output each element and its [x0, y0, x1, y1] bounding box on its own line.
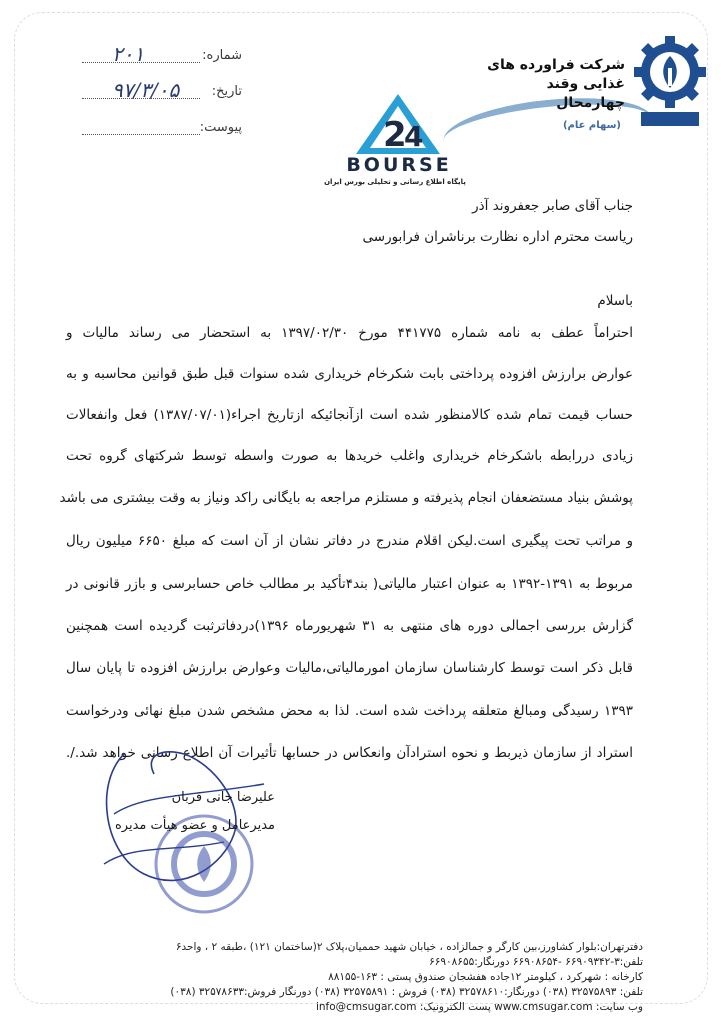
- body-line: احتراماً عطف به نامه شماره ۴۴۱۷۷۵ مورخ ۱۳۹۷/۰۲/۳۰ به استحضار می رساند مالیات و: [66, 325, 633, 341]
- letter-body: [59, 0, 634, 761]
- footer-tehran-phones: تلفن:۳-۶۶۹۰۹۳۴۲ -۶۶۹۰۸۶۵۴ دورنگار:۶۶۹۰۸۶۵۵: [429, 956, 643, 968]
- signer-name: علیرضا جانی قربان: [171, 790, 275, 805]
- bourse-wordmark: BOURSE: [346, 154, 452, 176]
- addressee-position: ریاست محترم اداره نظارت برناشران فرابورسی: [362, 229, 633, 245]
- svg-text:4: 4: [404, 120, 424, 153]
- greeting: باسلام: [597, 293, 633, 309]
- footer-factory: کارخانه : شهرکرد ، کیلومتر ۱۲جاده هفشجان صندوق پستی : ۱۶۳-۸۸۱۵۵: [328, 971, 643, 983]
- body-line: پوشش بنیاد مستضعفان انجام پذیرفته و مستلزم مراجعه به بایگانی راکد ونیاز به وقت بیشتری می باشد: [59, 490, 633, 506]
- addressee: جناب آقای صابر جعفروند آذر: [472, 198, 633, 214]
- footer: [90, 940, 643, 1015]
- bourse-tagline: پایگاه اطلاع رسانی و تحلیلی بورس ایران: [324, 178, 466, 186]
- body-line: مربوط به ۱۳۹۱-۱۳۹۲ به عنوان اعتبار مالیاتی( بند۴تأکید بر مطالب خاص حسابرسی و بازر قانونی در: [66, 576, 633, 592]
- body-line: عوارض برارزش افزوده پرداختی بابت شکرخام خریداری شده سنوات قبل طبق قوانین محاسبه و به: [66, 366, 633, 382]
- footer-web: وب سایت: www.cmsugar.com پست الکترونیک: info@cmsugar.com: [315, 1001, 643, 1013]
- body-line: ۱۳۹۳ رسیدگی ومبالغ متعلقه پرداخت شده است. لذا به محض مشخص شدن مبلغ نهائی ودرخواست: [66, 703, 633, 719]
- body-line: زیادی دررابطه باشکرخام خریداری واغلب خریدها به صورت واسطه توسط شرکتهای گروه تحت: [66, 448, 633, 464]
- footer-tehran-office: دفترتهران:بلوار کشاورز،بین کارگر و جمالزاده ، خیابان شهید حممیان،پلاک ۲(ساختمان ۱۲۱) ،طبقه ۲ ، واحد۶: [175, 941, 643, 953]
- body-line: و مراتب تحت پیگیری است.لیکن اقلام مندرج در دفاتر نشان از آن است که مبلغ ۶۶۵۰ میلیون ریال: [66, 533, 633, 549]
- number-value: ۲۰۱: [112, 42, 145, 66]
- company-type: (سهام عام): [562, 120, 621, 131]
- attachment-label: پیوست:: [199, 120, 242, 135]
- body-line: استراد از سازمان ذیربط و نحوه استرادآن وانعکاس در حسابها تأثیرات آن اطلاع رسانی خواهد شد./.: [66, 745, 633, 761]
- body-line: گزارش بررسی اجمالی دوره های منتهی به ۳۱ شهریورماه ۱۳۹۶)دردفاترثبت گردیده است همچنین: [66, 618, 634, 634]
- number-label: شماره:: [202, 48, 242, 63]
- svg-text:2: 2: [383, 115, 407, 155]
- company-name-line1: شرکت فراورده های: [487, 57, 625, 73]
- company-gear-logo-icon: [631, 30, 709, 130]
- date-label: تاریخ:: [211, 84, 242, 99]
- company-name-line3: چهارمحال: [556, 95, 625, 111]
- body-line: قابل ذکر است توسط کارشناسان سازمان امورمالیاتی،مالیات وعوارض برارزش افزوده تا پایان سال: [66, 660, 633, 676]
- body-line: حساب قیمت تمام شده کالامنظور شده است ازآنجائیکه ازتاریخ اجراء(۱۳۸۷/۰۷/۰۱) فعل وانفعالات: [66, 407, 633, 423]
- footer-factory-phones: تلفن: ۳۲۵۷۵۸۹۳ (۰۳۸) دورنگار:۳۲۵۷۸۶۱۰ (۰۳۸) فروش : ۳۲۵۷۵۸۹۱ (۰۳۸) دورنگار فروش:۳۲۵۷۸۶۳۳ (۰۳۸): [170, 986, 643, 998]
- signer-title: مدیرعامل و عضو هیأت مدیره: [114, 818, 275, 833]
- company-name-line2: غذایی وقند: [546, 76, 625, 92]
- date-value: ۹۷/۳/۰۵: [112, 78, 180, 102]
